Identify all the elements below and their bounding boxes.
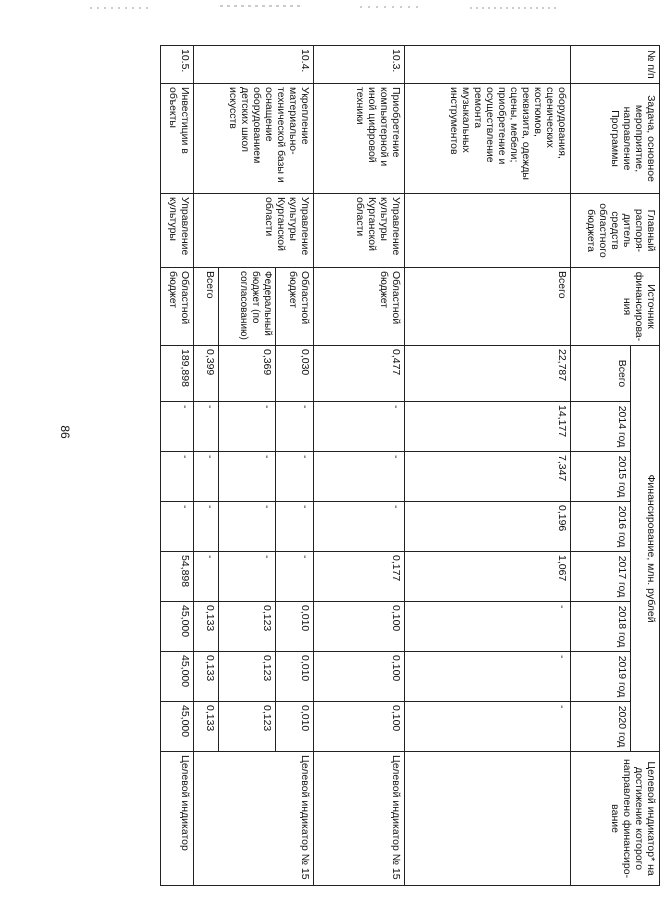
cell-total: 0,030 bbox=[276, 346, 314, 402]
cell-task: Инвестиции в объекты bbox=[161, 84, 194, 194]
cell-num: 10.5. bbox=[161, 46, 194, 84]
header-year-2020: 2020 год bbox=[571, 702, 631, 752]
table-row bbox=[161, 46, 194, 886]
cell-num bbox=[404, 46, 570, 84]
cell-2016: - bbox=[276, 502, 314, 552]
cell-indicator: Целевой индикатор bbox=[161, 752, 194, 886]
cell-2019: 0,133 bbox=[194, 652, 218, 702]
header-year-2014: 2014 год bbox=[571, 402, 631, 452]
header-financing: Финансирование, млн. рублей bbox=[631, 346, 660, 752]
cell-2016: 0,196 bbox=[404, 502, 570, 552]
cell-2015: 7,347 bbox=[404, 452, 570, 502]
cell-2015: - bbox=[314, 452, 405, 502]
cell-2014: - bbox=[194, 402, 218, 452]
cell-2014: - bbox=[276, 402, 314, 452]
cell-2016: - bbox=[314, 502, 405, 552]
cell-2014: 14,177 bbox=[404, 402, 570, 452]
cell-2014: - bbox=[161, 402, 194, 452]
cell-2020: 0,133 bbox=[194, 702, 218, 752]
cell-2019: - bbox=[404, 652, 570, 702]
cell-2014: - bbox=[314, 402, 405, 452]
cell-source: Областной бюджет bbox=[161, 268, 194, 346]
cell-task: оборудования, сценических костюмов, реквизита, одежды сцены, мебели; приобретение и осуществление ремонта музыкальных инструментов bbox=[404, 84, 570, 194]
cell-total: 22,787 bbox=[404, 346, 570, 402]
header-year-2019: 2019 год bbox=[571, 652, 631, 702]
header-indicator: Целевой индикатор* на достижение которого направлено финансиро-вание bbox=[571, 752, 660, 886]
table-row bbox=[314, 46, 405, 886]
page-number: 86 bbox=[58, 425, 72, 439]
cell-source: Федеральный бюджет (по согласованию) bbox=[218, 268, 276, 346]
scan-noise bbox=[0, 0, 640, 14]
cell-2018: 0,010 bbox=[276, 602, 314, 652]
cell-2016: - bbox=[218, 502, 276, 552]
header-year-2015: 2015 год bbox=[571, 452, 631, 502]
cell-2017: - bbox=[194, 552, 218, 602]
cell-2016: - bbox=[194, 502, 218, 552]
cell-2018: 45,000 bbox=[161, 602, 194, 652]
cell-source: Областной бюджет bbox=[276, 268, 314, 346]
cell-2019: 45,000 bbox=[161, 652, 194, 702]
financing-table-wrapper bbox=[160, 45, 660, 885]
cell-2015: - bbox=[276, 452, 314, 502]
cell-2017: - bbox=[276, 552, 314, 602]
cell-2017: 1,067 bbox=[404, 552, 570, 602]
header-total: Всего bbox=[571, 346, 631, 402]
cell-source: Областной бюджет bbox=[314, 268, 405, 346]
cell-2018: - bbox=[404, 602, 570, 652]
cell-2018: 0,123 bbox=[218, 602, 276, 652]
cell-source: Всего bbox=[404, 268, 570, 346]
cell-indicator: Целевой индикатор № 15 bbox=[194, 752, 314, 886]
header-year-2016: 2016 год bbox=[571, 502, 631, 552]
cell-num: 10.4. bbox=[194, 46, 314, 84]
cell-task: Приобретение компьютерной и иной цифровой техники bbox=[314, 84, 405, 194]
header-num: № п/п bbox=[571, 46, 660, 84]
cell-2018: 0,133 bbox=[194, 602, 218, 652]
cell-2015: - bbox=[194, 452, 218, 502]
cell-manager: Управление культуры Курганской области bbox=[194, 194, 314, 268]
table-row bbox=[404, 46, 570, 886]
cell-2017: 54,898 bbox=[161, 552, 194, 602]
cell-total: 0,399 bbox=[194, 346, 218, 402]
cell-2018: 0,100 bbox=[314, 602, 405, 652]
cell-indicator: Целевой индикатор № 15 bbox=[314, 752, 405, 886]
header-task: Задача, основное мероприятие, направление Программы bbox=[571, 84, 660, 194]
cell-total: 0,369 bbox=[218, 346, 276, 402]
cell-2015: - bbox=[218, 452, 276, 502]
cell-indicator bbox=[404, 752, 570, 886]
rotated-table-area bbox=[80, 45, 660, 885]
cell-2014: - bbox=[218, 402, 276, 452]
header-source: Источник финансирова-ния bbox=[571, 268, 660, 346]
cell-2017: 0,177 bbox=[314, 552, 405, 602]
header-year-2017: 2017 год bbox=[571, 552, 631, 602]
cell-2020: 0,123 bbox=[218, 702, 276, 752]
cell-2017: - bbox=[218, 552, 276, 602]
cell-manager bbox=[404, 194, 570, 268]
cell-task: Укрепление материально-технической базы и оснащение оборудованием детских школ искусств bbox=[194, 84, 314, 194]
cell-source: Всего bbox=[194, 268, 218, 346]
cell-2020: 0,100 bbox=[314, 702, 405, 752]
cell-2015: - bbox=[161, 452, 194, 502]
cell-2019: 0,123 bbox=[218, 652, 276, 702]
cell-2020: 45,000 bbox=[161, 702, 194, 752]
header-manager: Главный распоря-дитель средств областного бюджета bbox=[571, 194, 660, 268]
header-year-2018: 2018 год bbox=[571, 602, 631, 652]
financing-table bbox=[160, 45, 660, 886]
cell-2019: 0,100 bbox=[314, 652, 405, 702]
cell-total: 189,898 bbox=[161, 346, 194, 402]
cell-num: 10.3. bbox=[314, 46, 405, 84]
cell-2020: 0,010 bbox=[276, 702, 314, 752]
cell-2016: - bbox=[161, 502, 194, 552]
cell-2019: 0,010 bbox=[276, 652, 314, 702]
cell-manager: Управление культуры Курганской области bbox=[314, 194, 405, 268]
table-row bbox=[276, 46, 314, 886]
cell-2020: - bbox=[404, 702, 570, 752]
cell-manager: Управление культуры bbox=[161, 194, 194, 268]
cell-total: 0,477 bbox=[314, 346, 405, 402]
